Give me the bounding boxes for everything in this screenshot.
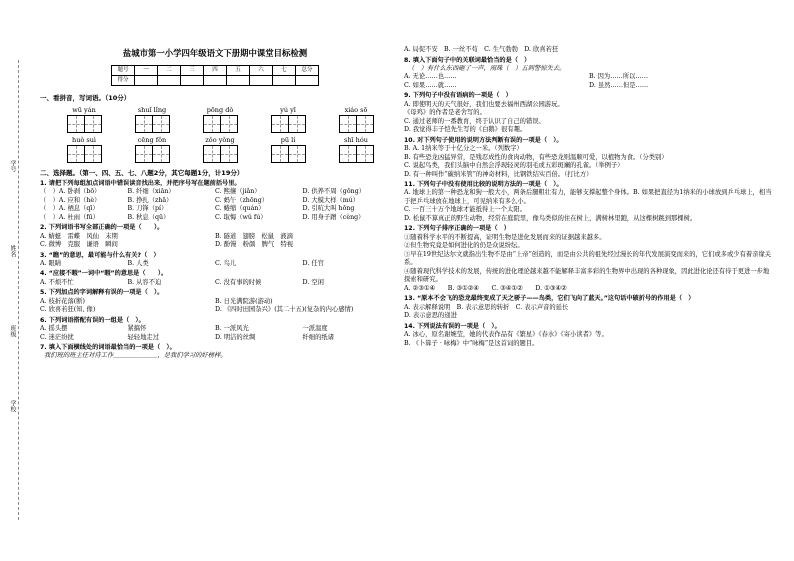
- pinyin-row-1: [50, 106, 390, 133]
- option: B. 挣扎（zhā）: [127, 196, 173, 204]
- answer-box[interactable]: [288, 115, 306, 133]
- margin-label-name: 姓名: [9, 245, 16, 257]
- option: C. 熙攘（jiǎn）: [215, 188, 261, 196]
- option: （ ）A. 杜雨（fū）: [40, 213, 100, 221]
- question-9: 9. 下列句子中没有语病的一项是（ ）: [404, 92, 512, 100]
- pinyin-text: xiáo sō: [344, 106, 368, 115]
- pinyin-text: huǒ suì: [72, 136, 96, 145]
- question-7: 7. 填入下面横线处的词语最恰当的一项是（ ）。: [40, 344, 176, 352]
- option: 紧搞怀: [127, 325, 147, 333]
- question-14: 14. 下列说法有误的一项是（ ）。: [404, 322, 501, 330]
- score-cell[interactable]: [158, 76, 181, 86]
- option: A. 冰心，原名谢婉莹，她的代表作品有《繁星》《春水》《寄小读者》等。: [404, 331, 608, 339]
- score-header-cell: 三: [181, 66, 204, 76]
- pinyin-item: [339, 106, 373, 133]
- answer-box[interactable]: [271, 145, 289, 163]
- score-row-label: 得分: [112, 76, 135, 86]
- option: B. 《卜算子 · 咏梅》中“咏梅”是这首词的题目。: [404, 339, 539, 347]
- option: D. 《四时田园杂兴》(其二十五)(复杂的内心感情): [215, 306, 354, 314]
- score-cell[interactable]: [273, 76, 296, 86]
- option: C. 取悔（wǔ fú）: [215, 213, 267, 221]
- right-column: [404, 46, 774, 348]
- question-4-options: [40, 279, 390, 288]
- question-11: 11. 下列句子中没有使用比较的说明方法的一项是（ ）。: [404, 181, 563, 189]
- margin-label-school: 学校: [9, 400, 16, 412]
- option: B. 因为……所以……: [589, 73, 649, 81]
- option: B. A. 1纳米等于十亿分之一米。（列数字）: [404, 145, 523, 153]
- question-5: 5. 下列加点的字词解释有误的一项是（ ）。: [40, 289, 164, 297]
- question-1: 1. 请把下列每组加点词语中错误读音找出来，并把序号写在题前括号里。: [40, 179, 241, 187]
- option: C. 欣喜若狂(知, 像): [40, 306, 96, 314]
- question-13-option-d: D. 表示意思的递进: [404, 312, 457, 320]
- answer-box[interactable]: [203, 115, 221, 133]
- answer-box[interactable]: [356, 115, 374, 133]
- question-2-options: [40, 233, 390, 250]
- pinyin-item: [67, 136, 101, 163]
- answer-box[interactable]: [271, 115, 289, 133]
- score-header-cell: 四: [204, 66, 227, 76]
- option: D. 明洁的丝绸: [215, 333, 256, 341]
- statement: ③早在19世纪达尔文就指出生物不是由“上帝”创造的，而是由公共的祖先经过漫长的年代发展演变而来的，它们或多或少有着亲缘关系。: [404, 250, 772, 267]
- answer-box[interactable]: [220, 145, 238, 163]
- option: C. 通过老师的一番教育，终于认识了自己的错误。: [404, 117, 545, 125]
- option: C. 蜷缩（quán）: [215, 205, 265, 213]
- option: 《母鸡》的作者是老舍写的。: [404, 109, 486, 117]
- answer-box[interactable]: [84, 145, 102, 163]
- option: C. 迷茫纷扰: [40, 333, 74, 341]
- pinyin-item: [135, 106, 169, 133]
- margin-label-class: 班级: [9, 325, 16, 337]
- option: （ ）A. 栖息（qī）: [40, 205, 99, 213]
- option: C. 如果……就……: [404, 81, 457, 89]
- option: B. 日光满院游(游动): [215, 297, 273, 305]
- option: 轻轻地走过: [127, 333, 159, 341]
- score-cell[interactable]: [204, 76, 227, 86]
- pinyin-item: [135, 136, 169, 163]
- q7-options: A. 局促不安 B. 一丝不苟 C. 生气勃勃 D. 欣喜若狂: [404, 46, 559, 53]
- option: D. 用身子蹭（cèng）: [302, 213, 365, 221]
- option: A. 无论……也……: [404, 73, 457, 81]
- option: A. 蜻蜓 雷蝶 风仙 末期: [40, 232, 118, 240]
- option: C. 蚂午（zhōng）: [215, 196, 269, 204]
- option: C. 说起鸟类，我们头脑中自然会浮现轻灵的羽毛或五彩斑斓的孔雀。（举例子）: [404, 162, 624, 170]
- option: D. 空闲: [302, 278, 324, 286]
- section-1-heading: 一、看拼音，写词语。（10分）: [40, 94, 131, 103]
- option: 一派温度: [302, 325, 328, 333]
- option: B. 从容不迫: [127, 278, 162, 286]
- pinyin-text: shuǐ lǐng: [137, 106, 167, 115]
- score-cell[interactable]: [250, 76, 273, 86]
- pinyin-item: [339, 136, 373, 163]
- pinyin-item: [203, 106, 237, 133]
- option: B. 刀锋（pí）: [127, 205, 168, 213]
- pinyin-text: cēng fǒn: [137, 136, 167, 145]
- question-8: 8. 填入下面句子中的关联词最恰当的是（ ）: [404, 56, 531, 64]
- answer-box[interactable]: [152, 115, 170, 133]
- question-8-options: [404, 73, 774, 90]
- option: C. 没有事的时候: [215, 278, 262, 286]
- question-3: 3. “瞧”的意思，最可能与什么有关?（ ）: [40, 251, 160, 259]
- question-13: 13. “原本不会飞的恐龙最终变成了天之骄子——鸟类，它们飞向了蓝天。”这句话中破折号的作用是（ ）: [404, 295, 695, 303]
- question-6-options: [40, 325, 390, 342]
- option: C. 一百三十万个地球才能抵得上一个太阳。: [404, 206, 526, 214]
- pinyin-text: yú yī: [280, 106, 296, 115]
- pinyin-text: shī hóu: [344, 136, 368, 145]
- option: A. 不烦不忙: [40, 278, 74, 286]
- question-6: 6. 下列词语搭配有误的一组是（ ）。: [40, 316, 145, 324]
- binding-margin: [0, 0, 26, 561]
- cut-line: [18, 60, 19, 520]
- pinyin-row-2: [50, 136, 390, 163]
- option: A. 地球上的第一种恐龙和狗一般大小，两条后腿粗壮有力，能够支撑起整个身体。B. 如果把直径为1纳米的小球放到乒乓球上，相当于把乒乓球放在地球上，可见纳米有多么小。: [404, 189, 772, 205]
- question-5-options: [40, 298, 390, 315]
- answer-box[interactable]: [339, 145, 357, 163]
- question-4: 4. “应接不暇”一词中“暇”的意思是（ ）。: [40, 270, 168, 278]
- left-column: [40, 46, 390, 361]
- question-10: 10. 对下列句子使用的说明方法判断有误的一项是（ ）。: [404, 136, 563, 144]
- answer-box[interactable]: [135, 115, 153, 133]
- score-header-cell: 二: [158, 66, 181, 76]
- option: D. 大模大样（mú）: [302, 196, 360, 204]
- option: D. 有一种叫作“碳纳米管”的神奇材料，比钢铁结实百倍。（打比方）: [404, 170, 593, 178]
- option: （ ）A. 卧剥（bō）: [40, 188, 101, 196]
- statement: ②但生物究竟是如何进化的仍是众说纷纭。: [404, 242, 524, 250]
- option: （ ）A. 应和（hè）: [40, 196, 101, 204]
- option: B. 一派风光: [215, 325, 249, 333]
- answer-box[interactable]: [67, 115, 85, 133]
- option: D. 虽然……但是……: [589, 81, 649, 89]
- score-cell[interactable]: [181, 76, 204, 86]
- option: A. 摇头摆: [40, 325, 68, 333]
- pinyin-text: zǒo yǒng: [205, 136, 235, 145]
- option: B. 有些恐龙凶猛异常，是残忍成性的食肉动物，有些恐龙则温顺可爱，以植物为食。（分类别）: [404, 153, 668, 161]
- score-header-cell: 五: [227, 66, 250, 76]
- question-13-options: A. 表示解释说明 B. 表示意思的转折 C. 表示声音的延长: [404, 303, 569, 311]
- option: D. 任官: [302, 259, 324, 267]
- question-12-options: A. ②③①④ B. ③①②④ C. ③④①② D. ①③④②: [404, 284, 567, 292]
- statement: ①随着科学水平的不断提高，证明生物是进化发展而来的证据越来越多。: [404, 233, 606, 241]
- pinyin-item: [271, 136, 305, 163]
- score-cell[interactable]: [135, 76, 158, 86]
- option: D. 引吭大叫 hōng: [302, 205, 355, 213]
- answer-box[interactable]: [67, 145, 85, 163]
- question-1-options: [40, 188, 390, 222]
- option: B. 隧道 翅膀 松鼠 液滴: [215, 232, 293, 240]
- answer-box[interactable]: [203, 145, 221, 163]
- pinyin-text: pōng dǒ: [206, 106, 234, 115]
- question-2: 2. 下列词语书写全部正确的一项是（ ）。: [40, 224, 164, 232]
- score-cell[interactable]: [296, 76, 319, 86]
- option: B. 秋息（qū）: [127, 213, 170, 221]
- option: C. 微博 克服 谦语 瞬间: [40, 241, 118, 249]
- option: B. 纤细（xiān）: [127, 188, 175, 196]
- option: A. 枝折花落(断): [40, 297, 85, 305]
- option: D. 酚馒 粉颜 脾气 特视: [215, 241, 294, 249]
- section-2-heading: 二、选择题。（第一、四、五、七、八题2分，其它每题1分，计19分）: [40, 169, 244, 178]
- option: D. 我觉得丰子恺先生写的《白鹅》很有趣。: [404, 126, 527, 134]
- answer-box[interactable]: [220, 115, 238, 133]
- score-header-cell: 总分: [296, 66, 319, 76]
- option: 纤细的纸诸: [302, 333, 334, 341]
- option: A. 眼睛: [40, 259, 62, 267]
- pinyin-text: pū lí: [280, 136, 296, 145]
- option: C. 鸟儿: [215, 259, 237, 267]
- option: B. 人类: [127, 259, 149, 267]
- score-header-cell: 题号: [112, 66, 135, 76]
- answer-box[interactable]: [288, 145, 306, 163]
- score-header-cell: 六: [250, 66, 273, 76]
- pinyin-item: [67, 106, 101, 133]
- answer-box[interactable]: [135, 145, 153, 163]
- answer-box[interactable]: [339, 115, 357, 133]
- statement: ④随着现代科学技术的发展，传统的进化理论越来越不能解释丰富多彩的生物界中出现的各种现象，因此进化论还有待于更进一步地探索和研究。: [404, 267, 770, 284]
- pinyin-item: [271, 106, 305, 133]
- answer-box[interactable]: [84, 115, 102, 133]
- question-7-sentence: 我们班的班主任对待工作＿＿＿＿＿＿＿，是我们学习的好榜样。: [44, 352, 227, 360]
- score-header-cell: 一: [135, 66, 158, 76]
- pinyin-text: wū yán: [72, 106, 96, 115]
- pinyin-item: [203, 136, 237, 163]
- score-cell[interactable]: [227, 76, 250, 86]
- answer-box[interactable]: [356, 145, 374, 163]
- answer-box[interactable]: [152, 145, 170, 163]
- option: A. 即使明天的天气很好，我们也要去福州西湖公园游玩。: [404, 100, 564, 108]
- option: D. 松鼠不算真正的野生动物，经常在庭院里，像鸟类似的住在树上，满树林里跑，从这棵树跳到那棵树。: [404, 214, 697, 222]
- score-header-cell: 七: [273, 66, 296, 76]
- option: D. 供养不周（gōng）: [302, 188, 366, 196]
- question-12: 12. 下列句子排序正确的一项是（ ）: [404, 225, 510, 233]
- margin-label-student-id: 学号: [9, 160, 16, 172]
- question-8-sentence: （ ）有什么东西砸了一声，雨珠（ ）五到警惊失去。: [408, 64, 566, 72]
- score-table: [111, 65, 319, 86]
- exam-title: 盐城市第一小学四年级语文下册期中课堂目标检测: [122, 48, 308, 58]
- question-3-options: [40, 260, 390, 269]
